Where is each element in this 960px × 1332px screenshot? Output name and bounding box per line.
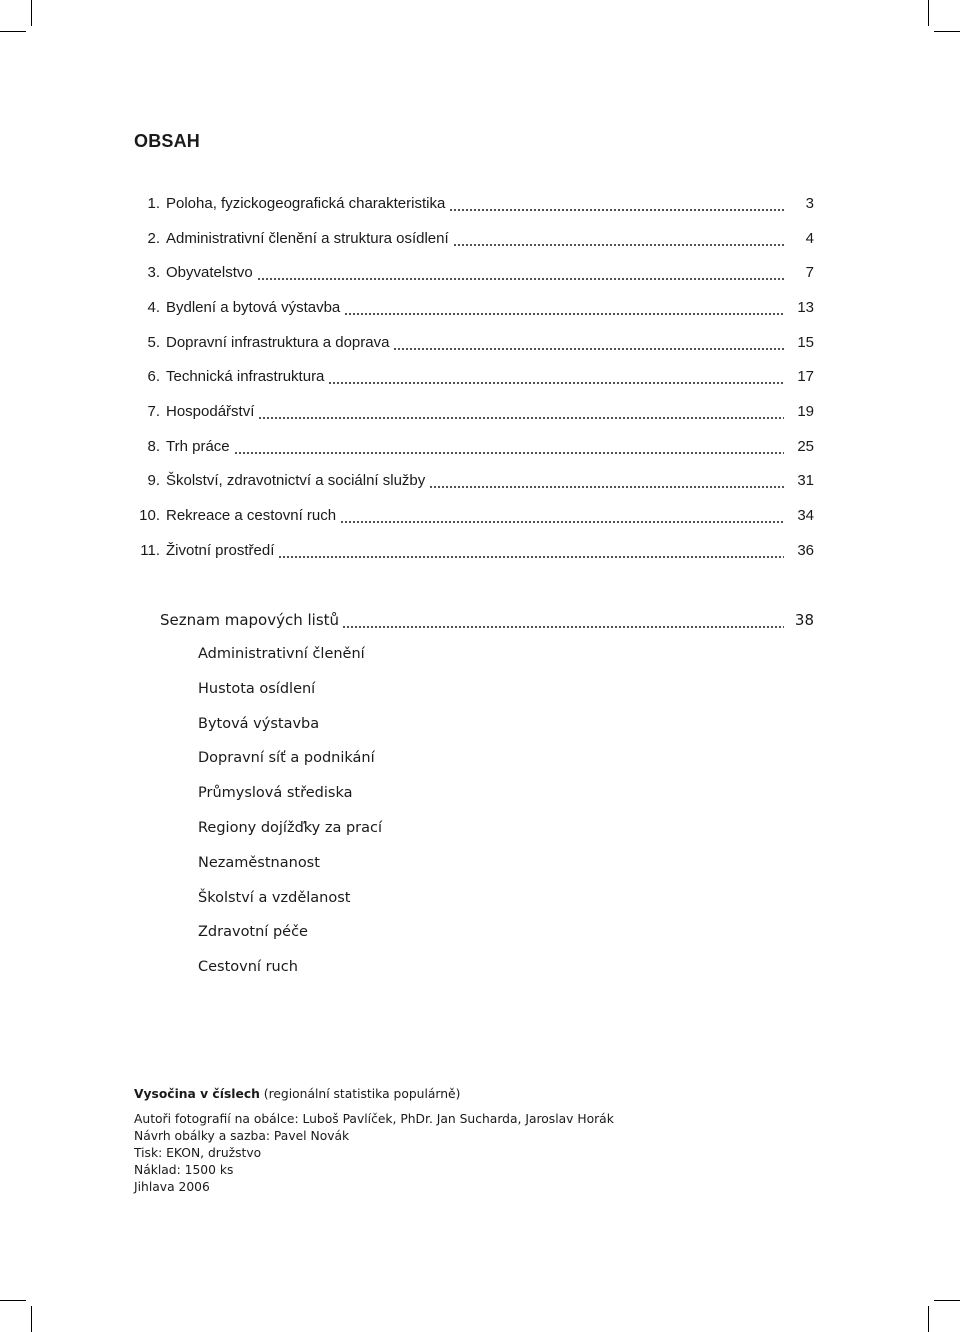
dot-leader <box>328 369 784 384</box>
toc-entry[interactable] <box>134 394 814 429</box>
dot-leader <box>344 300 784 315</box>
toc-entry[interactable] <box>134 429 814 464</box>
map-sheets-page: 38 <box>794 611 814 629</box>
toc-entry-number: 5. <box>147 333 160 351</box>
dot-leader <box>258 404 784 419</box>
map-sheet-item[interactable]: Hustota osídlení <box>198 680 316 697</box>
dot-leader <box>449 196 784 211</box>
imprint-line-authors: Autoři fotografií na obálce: Luboš Pavlíček, PhDr. Jan Sucharda, Jaroslav Horák <box>134 1112 614 1126</box>
crop-mark-top-right <box>928 0 929 26</box>
imprint <box>134 1086 614 1196</box>
toc-entry-title: Životní prostředí <box>160 542 274 559</box>
toc-entry-number: 9. <box>147 472 160 490</box>
toc-entry-title: Poloha, fyzickogeografická charakteristika <box>160 195 445 212</box>
imprint-line-print: Tisk: EKON, družstvo <box>134 1146 262 1160</box>
toc-entry-page: 13 <box>797 298 814 316</box>
toc-entry-page: 4 <box>805 229 814 247</box>
toc-entry-number: 2. <box>147 229 160 247</box>
dot-leader <box>278 543 784 558</box>
publication-subtitle: (regionální statistika populárně) <box>259 1087 461 1101</box>
map-sheet-item[interactable]: Cestovní ruch <box>198 959 298 976</box>
map-sheets-entry[interactable] <box>160 606 814 634</box>
dot-leader <box>234 439 784 454</box>
crop-mark-bottom-left <box>31 1306 32 1332</box>
map-sheet-item[interactable]: Dopravní síť a podnikání <box>198 750 375 767</box>
toc-entry-title: Administrativní členění a struktura osídlení <box>160 230 449 247</box>
toc-entry-title: Trh práce <box>160 438 230 455</box>
table-of-contents <box>134 186 814 568</box>
toc-entry-number: 1. <box>147 194 160 212</box>
imprint-line-place: Jihlava 2006 <box>134 1180 210 1194</box>
page-title: OBSAH <box>134 131 201 151</box>
crop-mark-top-left-h <box>0 31 26 32</box>
toc-entry-page: 15 <box>797 333 814 351</box>
toc-entry-number: 4. <box>147 298 160 316</box>
toc-entry-title: Technická infrastruktura <box>160 368 324 385</box>
map-sheet-item[interactable]: Administrativní členění <box>198 646 365 662</box>
toc-entry[interactable] <box>134 290 814 325</box>
map-sheet-item[interactable]: Školství a vzdělanost <box>198 889 351 906</box>
toc-entry[interactable] <box>134 221 814 256</box>
map-sheets-list <box>198 640 382 988</box>
imprint-line-copies: Náklad: 1500 ks <box>134 1163 234 1177</box>
toc-entry-number: 3. <box>147 264 160 282</box>
toc-entry-title: Rekreace a cestovní ruch <box>160 507 336 524</box>
toc-entry[interactable] <box>134 498 814 533</box>
map-sheet-item[interactable]: Nezaměstnanost <box>198 854 320 871</box>
toc-entry[interactable] <box>134 186 814 221</box>
toc-entry-number: 8. <box>147 437 160 455</box>
publication-line <box>134 1086 614 1103</box>
toc-entry-number: 7. <box>147 402 160 420</box>
toc-entry-title: Dopravní infrastruktura a doprava <box>160 334 389 351</box>
toc-entry-page: 7 <box>805 264 814 282</box>
toc-entry-title: Školství, zdravotnictví a sociální služby <box>160 472 425 489</box>
toc-entry-number: 11. <box>140 541 160 559</box>
map-sheet-item[interactable]: Regiony dojížďky za prací <box>198 819 383 836</box>
dot-leader <box>393 335 784 350</box>
dot-leader <box>453 231 784 246</box>
dot-leader <box>340 508 784 523</box>
toc-entry-title: Obyvatelstvo <box>160 264 253 281</box>
imprint-line-design: Návrh obálky a sazba: Pavel Novák <box>134 1129 350 1143</box>
toc-entry[interactable] <box>134 359 814 394</box>
toc-entry-page: 25 <box>797 437 814 455</box>
toc-entry-title: Bydlení a bytová výstavba <box>160 299 340 316</box>
crop-mark-bottom-right <box>928 1306 929 1332</box>
toc-entry[interactable] <box>134 325 814 360</box>
toc-entry-number: 10. <box>139 507 160 525</box>
toc-entry[interactable] <box>134 533 814 568</box>
dot-leader <box>429 473 784 488</box>
toc-entry-page: 34 <box>797 507 814 525</box>
map-sheet-item[interactable]: Průmyslová střediska <box>198 785 353 802</box>
toc-entry[interactable] <box>134 464 814 499</box>
toc-entry-page: 3 <box>805 194 814 212</box>
toc-entry-page: 19 <box>797 402 814 420</box>
crop-mark-bottom-right-h <box>934 1300 960 1301</box>
dot-leader <box>257 265 784 280</box>
toc-entry-number: 6. <box>147 368 160 386</box>
toc-entry-page: 17 <box>797 368 814 386</box>
toc-entry-title: Hospodářství <box>160 403 254 420</box>
map-sheet-item[interactable]: Bytová výstavba <box>198 715 320 732</box>
crop-mark-top-right-h <box>934 31 960 32</box>
toc-entry-page: 31 <box>797 472 814 490</box>
dot-leader <box>342 613 784 628</box>
toc-entry-page: 36 <box>797 541 814 559</box>
map-sheets-title: Seznam mapových listů <box>160 611 340 629</box>
toc-entry[interactable] <box>134 255 814 290</box>
crop-mark-bottom-left-h <box>0 1300 26 1301</box>
crop-mark-top-left <box>31 0 32 26</box>
map-sheet-item[interactable]: Zdravotní péče <box>198 924 308 941</box>
publication-title: Vysočina v číslech <box>134 1087 260 1101</box>
